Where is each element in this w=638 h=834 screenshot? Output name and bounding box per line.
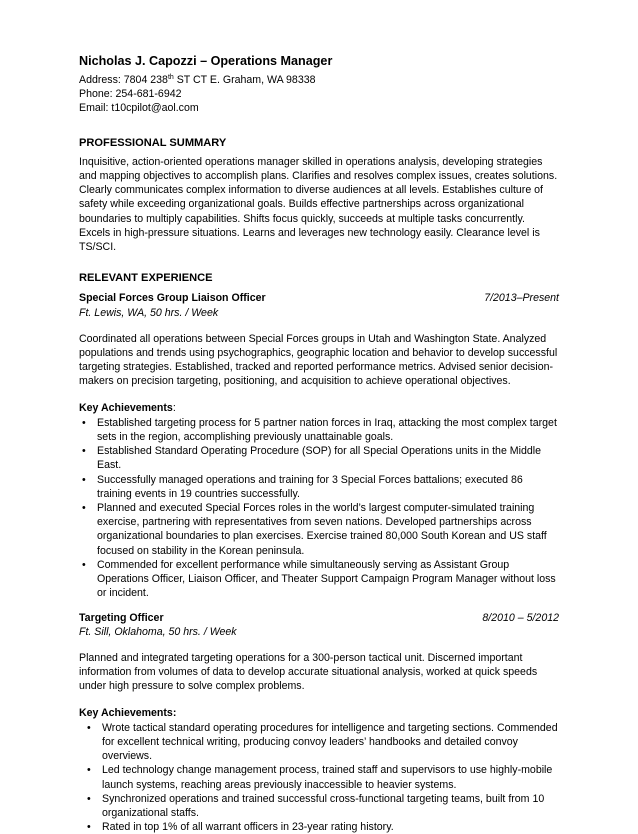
job-description: Coordinated all operations between Special Forces groups in Utah and Washington State. Analyzed populations and trends using psychographics, geographic location and behavior to develop successful targeting strategies. Established, tracked and reported performance metrics. Advised senior decision-makers on precision targeting, positioning, and acquisition to achieve operational objectives.	[79, 332, 559, 389]
achievement-item: • Synchronized operations and trained successful cross-functional targeting teams, built from 10 organizational staffs.	[84, 792, 559, 820]
bullet-icon: •	[87, 763, 97, 777]
experience-heading: RELEVANT EXPERIENCE	[79, 271, 559, 285]
bullet-icon: •	[82, 501, 92, 515]
address-superscript: th	[168, 74, 174, 81]
job-dates: 7/2013–Present	[484, 291, 559, 305]
achievement-item: • Established targeting process for 5 partner nation forces in Iraq, attacking the most complex target sets in the region, accomplishing previously unattainable goals.	[79, 416, 559, 444]
key-achievements-label: Key Achievements:	[79, 706, 559, 720]
job-entry	[79, 291, 559, 600]
resume-name: Nicholas J. Capozzi – Operations Manager	[79, 53, 559, 69]
job-dates: 8/2010 – 5/2012	[482, 611, 559, 625]
achievement-list	[79, 416, 559, 601]
achievement-list	[79, 721, 559, 834]
job-title: Special Forces Group Liaison Officer	[79, 291, 266, 305]
bullet-icon: •	[82, 444, 92, 458]
job-header	[79, 611, 559, 625]
job-entry	[79, 611, 559, 834]
achievement-item: • Commended for excellent performance while simultaneously serving as Assistant Group Operations Officer, Liaison Officer, and Theater Support Campaign Program Manager without loss or incident.	[79, 558, 559, 601]
job-header	[79, 291, 559, 305]
summary-heading: PROFESSIONAL SUMMARY	[79, 136, 559, 150]
bullet-icon: •	[82, 473, 92, 487]
job-location: Ft. Sill, Oklahoma, 50 hrs. / Week	[79, 625, 559, 639]
job-description: Planned and integrated targeting operations for a 300-person tactical unit. Discerned important information from volumes of data to develop accurate situational analysis, worked at quick speeds under high pressure to solve complex problems.	[79, 651, 559, 694]
bullet-icon: •	[87, 820, 97, 834]
contact-block	[79, 73, 559, 116]
phone-line: Phone: 254-681-6942	[79, 87, 559, 101]
summary-text: Inquisitive, action-oriented operations manager skilled in operations analysis, developing strategies and mapping objectives to accomplish plans. Clarifies and resolves complex issues, creates solutions. Clearly communicates complex information to diverse audiences at all levels. Establishes culture of safety while exceeding organizational goals. Builds effective partnerships across organizational boundaries to multiply capabilities. Shifts focus quickly, succeeds at multiple tasks concurrently. Excels in high-pressure situations. Learns and leverages new technology easily. Clearance level is TS/SCI.	[79, 155, 559, 254]
email-line: Email: t10cpilot@aol.com	[79, 101, 559, 115]
address-label: Address:	[79, 74, 121, 86]
achievement-item: • Rated in top 1% of all warrant officers in 23-year rating history.	[84, 820, 559, 834]
key-achievements-label: Key Achievements:	[79, 401, 559, 415]
achievement-item: • Successfully managed operations and training for 3 Special Forces battalions; executed 86 training events in 19 countries successfully.	[79, 473, 559, 501]
job-location: Ft. Lewis, WA, 50 hrs. / Week	[79, 306, 559, 320]
bullet-icon: •	[87, 721, 97, 735]
job-title: Targeting Officer	[79, 611, 164, 625]
address-rest: ST CT E. Graham, WA 98338	[174, 74, 316, 86]
achievement-item: • Planned and executed Special Forces roles in the world’s largest computer-simulated training exercise, partnering with representatives from seven nations. Developed partnerships across organizational boundaries to plan exercises. Exercise trained 80,000 South Korean and US staff focused on stability in the Korean peninsula.	[79, 501, 559, 558]
address-line	[79, 73, 559, 87]
address-number: 7804 238	[124, 74, 168, 86]
achievement-item: • Established Standard Operating Procedure (SOP) for all Special Operations units in the Middle East.	[79, 444, 559, 472]
bullet-icon: •	[82, 416, 92, 430]
achievement-item: • Led technology change management process, trained staff and supervisors to use highly-mobile launch systems, reaching areas previously inaccessible to heavier systems.	[84, 763, 559, 791]
resume-document	[79, 53, 559, 834]
bullet-icon: •	[82, 558, 92, 572]
bullet-icon: •	[87, 792, 97, 806]
achievement-item: • Wrote tactical standard operating procedures for intelligence and targeting sections. Commended for excellent technical writing, producing convoy leaders’ handbooks and detailed convoy overviews.	[84, 721, 559, 764]
